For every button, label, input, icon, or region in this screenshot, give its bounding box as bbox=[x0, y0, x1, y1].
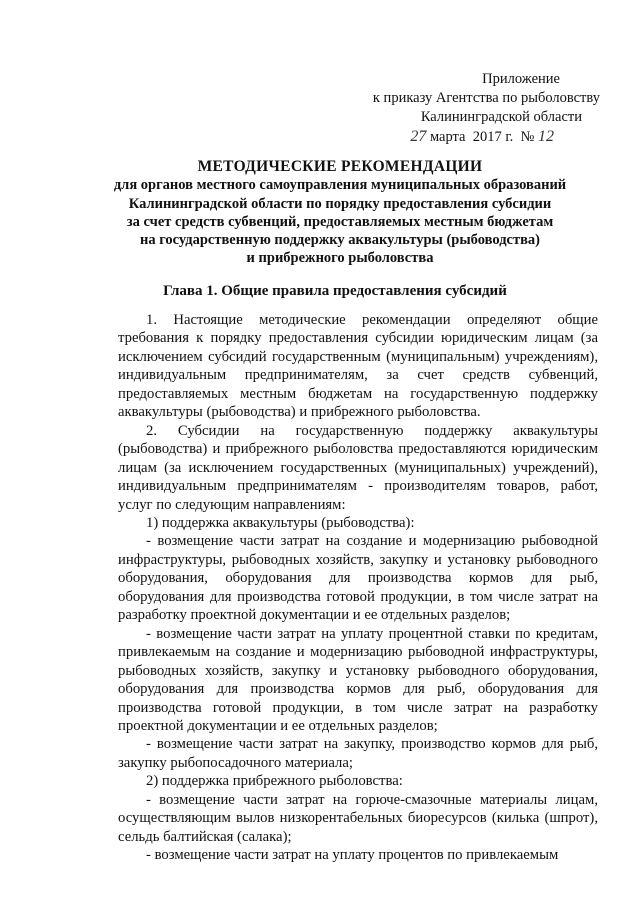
annex-region: Калининградской области bbox=[420, 109, 582, 125]
annex-date-line bbox=[350, 127, 600, 147]
document-subtitle-line: и прибрежного рыболовства bbox=[246, 250, 434, 267]
list-item: - возмещение части затрат на уплату процентов по привлекаемым bbox=[146, 847, 559, 864]
annex-header bbox=[350, 70, 600, 147]
chapter-heading: Глава 1. Общие правила предоставления субсидий bbox=[163, 283, 507, 299]
list-heading-aquaculture: 1) поддержка аквакультуры (рыбоводства): bbox=[146, 514, 415, 531]
annex-order-ref: к приказу Агентства по рыболовству bbox=[372, 90, 600, 106]
list-item: - возмещение части затрат на создание и модернизацию рыбоводной инфраструктуры, рыбоводных хозяйств, закупку и установку рыбоводного оборудования, оборудования для производства кормов для рыб, оборудования для производства готовой продукции, в том числе затрат на разработку проектной документации и ее отдельных разделов; bbox=[118, 533, 598, 624]
document-subtitle-line: на государственную поддержку аквакультуры (рыбоводства) bbox=[139, 232, 540, 249]
handwritten-number: 12 bbox=[538, 128, 554, 145]
paragraph-1: 1. Настоящие методические рекомендации определяют общие требования к порядку предоставления субсидии юридическим лицам (за исключением субсидий государственным (муниципальным) учреждениям), индивидуальным предпринимателям, за счет средств субвенций, предоставляемых местным бюджетам на государственную поддержку аквакультуры (рыбоводства) и прибрежного рыболовства. bbox=[118, 312, 598, 421]
list-item: - возмещение части затрат на уплату процентной ставки по кредитам, привлекаемым на создание и модернизацию рыбоводной инфраструктуры, рыбоводных хозяйств, закупку и установку рыбоводного оборудования, оборудования для производства кормов для рыб, оборудования для производства готовой продукции, в том числе затрат на разработку проектной документации и ее отдельных разделов; bbox=[118, 625, 598, 734]
list-item: - возмещение части затрат на горюче-смазочные материалы лицам, осуществляющим вылов низкорентабельных биоресурсов (килька (шпрот), сельдь балтийская (салака); bbox=[118, 791, 598, 845]
document-body bbox=[118, 311, 598, 865]
document-title: МЕТОДИЧЕСКИЕ РЕКОМЕНДАЦИИ bbox=[197, 158, 483, 175]
document-subtitle-line: Калининградской области по порядку предоставления субсидии bbox=[128, 195, 552, 212]
paragraph-2: 2. Субсидии на государственную поддержку аквакультуры (рыбоводства) и прибрежного рыболовства предоставляются юридическим лицам (за исключением государственных (муниципальных) учреждений), индивидуальным предпринимателям - производителям товаров, работ, услуг по следующим направлениям: bbox=[118, 422, 598, 513]
document-subtitle-line: за счет средств субвенций, предоставляемых местным бюджетам bbox=[126, 213, 554, 230]
list-heading-coastal-fishing: 2) поддержка прибрежного рыболовства: bbox=[146, 773, 403, 790]
list-item: - возмещение части затрат на закупку, производство кормов для рыб, закупку рыбопосадочного материала; bbox=[118, 736, 598, 771]
annex-date-text: марта 2017 г. № bbox=[426, 129, 538, 145]
handwritten-day: 27 bbox=[410, 128, 427, 145]
document-subtitle-line: для органов местного самоуправления муниципальных образований bbox=[113, 177, 567, 194]
annex-title: Приложение bbox=[482, 71, 560, 87]
document-title-block bbox=[60, 158, 620, 268]
